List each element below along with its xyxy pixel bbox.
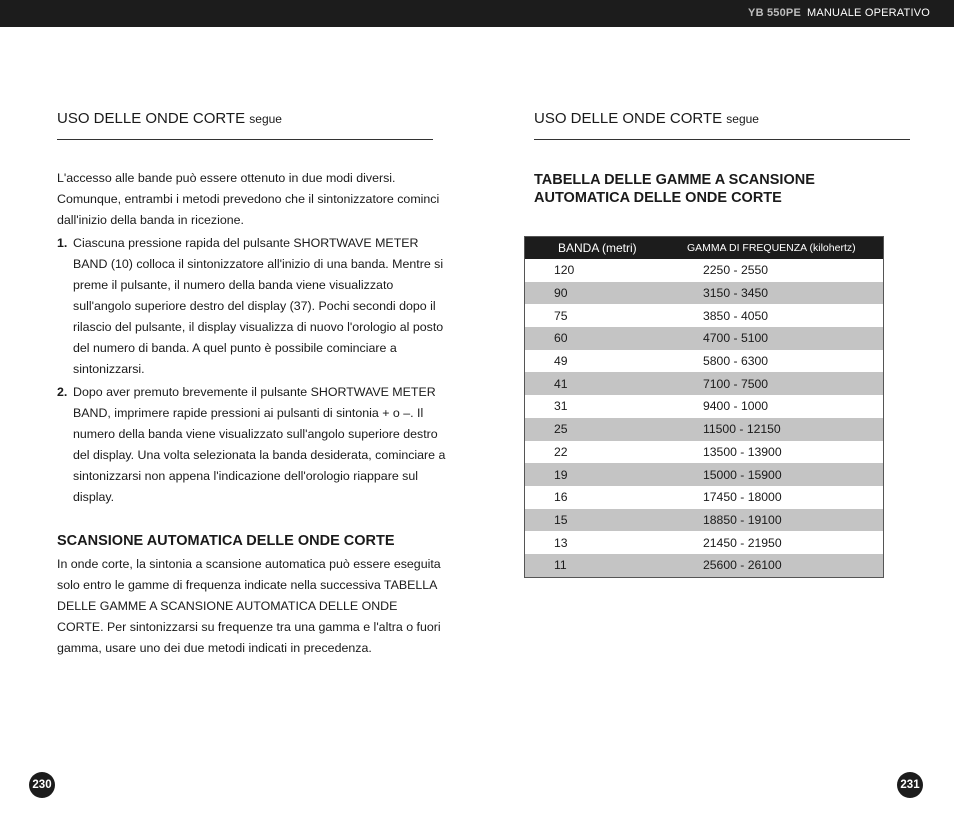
right-section-title [534,110,910,140]
band-cell: 31 [554,399,568,414]
list-item-number: 1. [57,236,68,250]
scan-section-title: SCANSIONE AUTOMATICA DELLE ONDE CORTE [57,533,395,549]
left-section-suffix: segue [249,112,282,126]
table-row [525,304,883,327]
range-cell: 9400 - 1000 [703,399,769,414]
range-cell: 18850 - 19100 [703,512,782,527]
frequency-table [524,236,884,578]
page-number-right: 231 [897,772,923,798]
range-cell: 3150 - 3450 [703,286,769,301]
table-row [525,395,883,418]
table-title-line-2: AUTOMATICA DELLE ONDE CORTE [534,190,782,206]
intro-paragraph: L'accesso alle bande può essere ottenuto in due modi diversi. Comunque, entrambi i metodi prevedono che il sintonizzatore cominci dall'inizio della banda in ricezione. [57,171,440,227]
column-header-band: BANDA (metri) [558,241,637,255]
table-row [525,486,883,509]
list-item-1 [57,233,447,380]
table-row [525,282,883,305]
range-cell: 25600 - 26100 [703,558,782,573]
band-cell: 60 [554,331,568,346]
right-section-title-text: USO DELLE ONDE CORTE [534,110,723,127]
right-section-suffix: segue [726,112,759,126]
table-row [525,418,883,441]
range-cell: 4700 - 5100 [703,331,769,346]
page-number-left: 230 [29,772,55,798]
header-label [748,7,930,19]
table-title-line-1: TABELLA DELLE GAMME A SCANSIONE [534,172,815,188]
list-item-text: Dopo aver premuto brevemente il pulsante SHORTWAVE METER BAND, imprimere rapide pressioni ai pulsanti di sintonia + o –. Il numero della banda viene visualizzato sull'angolo superiore destro del display. Una volta selezionata la banda desiderata, cominciare a sintonizzarsi non appena l'indicazione dell'orologio riappare sul display. [73,385,446,504]
left-section-title [57,110,433,140]
table-row [525,509,883,532]
band-cell: 49 [554,354,568,369]
list-item-2 [57,382,447,508]
table-row [525,372,883,395]
band-cell: 11 [554,558,567,573]
table-title [534,171,894,207]
band-cell: 75 [554,308,568,323]
range-cell: 15000 - 15900 [703,467,782,482]
model-name: YB 550PE [748,7,801,19]
range-cell: 21450 - 21950 [703,535,782,550]
band-cell: 19 [554,467,568,482]
list-item-text: Ciascuna pressione rapida del pulsante SHORTWAVE METER BAND (10) colloca il sintonizzatore all'inizio di una banda. Mentre si preme il pulsante, il numero della banda viene visualizzato sull'angolo superiore destro del display (37). Pochi secondi dopo il rilascio del pulsante, il display visualizza di nuovo l'orologio al posto del numero di banda. A quel punto è possibile cominciare a sintonizzarsi. [73,236,444,376]
table-row [525,531,883,554]
band-cell: 25 [554,422,568,437]
range-cell: 7100 - 7500 [703,376,769,391]
top-header-bar [0,0,954,27]
left-section-title-text: USO DELLE ONDE CORTE [57,110,246,127]
range-cell: 17450 - 18000 [703,490,782,505]
range-cell: 5800 - 6300 [703,354,769,369]
table-header [525,237,883,259]
list-item-number: 2. [57,385,68,399]
table-row [525,554,883,577]
band-cell: 120 [554,263,575,278]
table-row [525,463,883,486]
band-cell: 16 [554,490,568,505]
scan-paragraph: In onde corte, la sintonia a scansione automatica può essere eseguita solo entro le gamme di frequenza indicate nella successiva TABELLA DELLE GAMME A SCANSIONE AUTOMATICA DELLE ONDE CORTE. Per sintonizzarsi su frequenze tra una gamma e l'altra o fuori gamma, usare uno dei due metodi indicati in precedenza. [57,557,441,655]
range-cell: 13500 - 13900 [703,444,782,459]
band-cell: 22 [554,444,568,459]
table-row [525,441,883,464]
table-body [525,259,883,577]
manual-label: MANUALE OPERATIVO [807,7,930,19]
table-row [525,350,883,373]
column-header-range: GAMMA DI FREQUENZA (kilohertz) [687,242,856,254]
table-row [525,259,883,282]
range-cell: 11500 - 12150 [703,422,781,437]
left-body [57,168,447,659]
band-cell: 15 [554,512,568,527]
band-cell: 41 [554,376,568,391]
range-cell: 3850 - 4050 [703,308,769,323]
band-cell: 13 [554,535,568,550]
range-cell: 2250 - 2550 [703,263,769,278]
band-cell: 90 [554,286,568,301]
table-row [525,327,883,350]
